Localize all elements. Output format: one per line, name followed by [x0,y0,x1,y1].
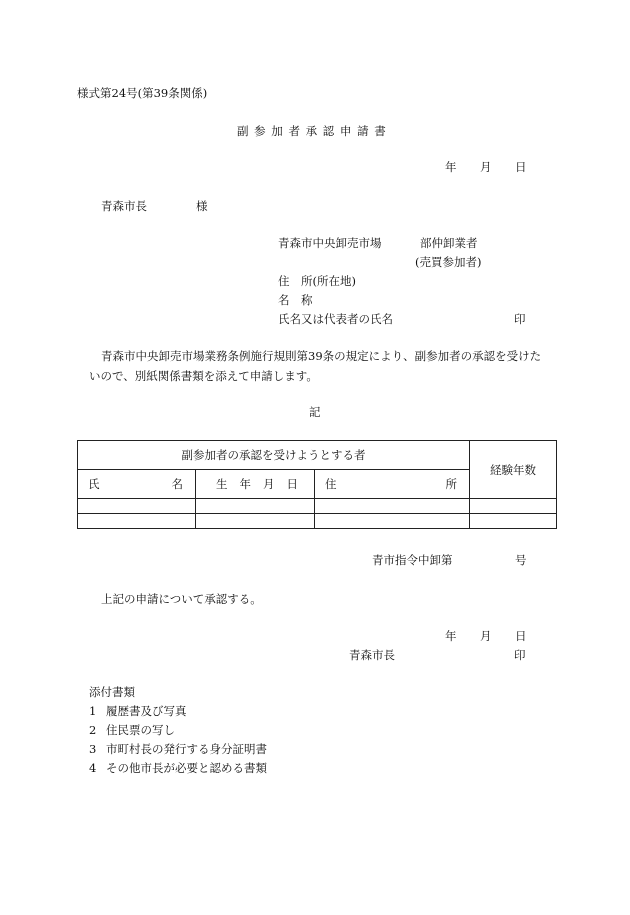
applicant-type-note: (売買参加者) [415,255,482,269]
experience-cell [470,499,557,514]
applicant-representative-label: 氏名又は代表者の氏名 [278,312,393,326]
applicant-address-label: 住 所(所在地) [278,274,356,288]
date-day-label: 日 [515,160,527,174]
approval-number-suffix: 号 [515,553,527,567]
table-row [78,499,557,514]
table-row [78,514,557,529]
attachment-number: 2 [89,723,97,737]
addressee-honorific: 様 [196,199,208,213]
attachment-text: 市町村長の発行する身分証明書 [106,742,267,756]
address-header-left: 住 [325,477,337,491]
table-group-header: 副参加者の承認を受けようとする者 [78,441,470,470]
birthdate-cell [196,499,315,514]
ki-label: 記 [309,405,321,419]
approval-date-day: 日 [515,629,527,643]
applicant-name-label: 名 称 [278,293,313,307]
applicant-type: 部仲卸業者 [420,236,478,250]
document-title: 副 参 加 者 承 認 申 請 書 [237,124,387,138]
body-text-line-2: いので、別紙関係書類を添えて申請します。 [89,369,318,383]
approval-number-label: 青市指令中卸第 [372,553,453,567]
experience-years-header: 経験年数 [470,441,557,499]
attachment-text: 住民票の写し [106,723,175,737]
approval-seal: 印 [514,648,526,662]
attachment-number: 4 [89,761,97,775]
attachment-text: 履歴書及び写真 [106,704,187,718]
approval-date-year: 年 [445,629,457,643]
attachments-heading: 添付書類 [89,685,135,699]
birth-header-day: 日 [286,477,298,491]
address-header-right: 所 [445,477,458,491]
birthdate-cell [196,514,315,529]
applicant-seal: 印 [514,312,526,326]
birthdate-column-header [196,470,315,499]
birth-header-month: 月 [263,477,275,491]
address-cell [315,499,470,514]
attachment-number: 1 [89,704,97,718]
address-column-header [315,470,470,499]
name-header-right: 名 [171,477,183,491]
approval-signer: 青森市長 [349,648,395,662]
birth-header-year: 年 [239,477,251,491]
applicant-market: 青森市中央卸売市場 [278,236,382,250]
address-cell [315,514,470,529]
experience-cell [470,514,557,529]
name-cell [78,499,196,514]
name-header-left: 氏 [88,477,100,491]
name-cell [78,514,196,529]
date-month-label: 月 [480,160,492,174]
addressee-name: 青森市長 [101,199,147,213]
date-year-label: 年 [445,160,457,174]
body-text-line-1: 青森市中央卸売市場業務条例施行規則第39条の規定により、副参加者の承認を受けた [101,349,542,363]
attachment-number: 3 [89,742,97,756]
form-number: 様式第24号(第39条関係) [77,86,208,100]
applicant-details-table [77,440,557,529]
approval-statement: 上記の申請について承認する。 [101,592,262,606]
attachment-text: その他市長が必要と認める書類 [106,761,267,775]
birth-header-sei: 生 [216,477,228,491]
approval-date-month: 月 [480,629,492,643]
name-column-header [78,470,196,499]
